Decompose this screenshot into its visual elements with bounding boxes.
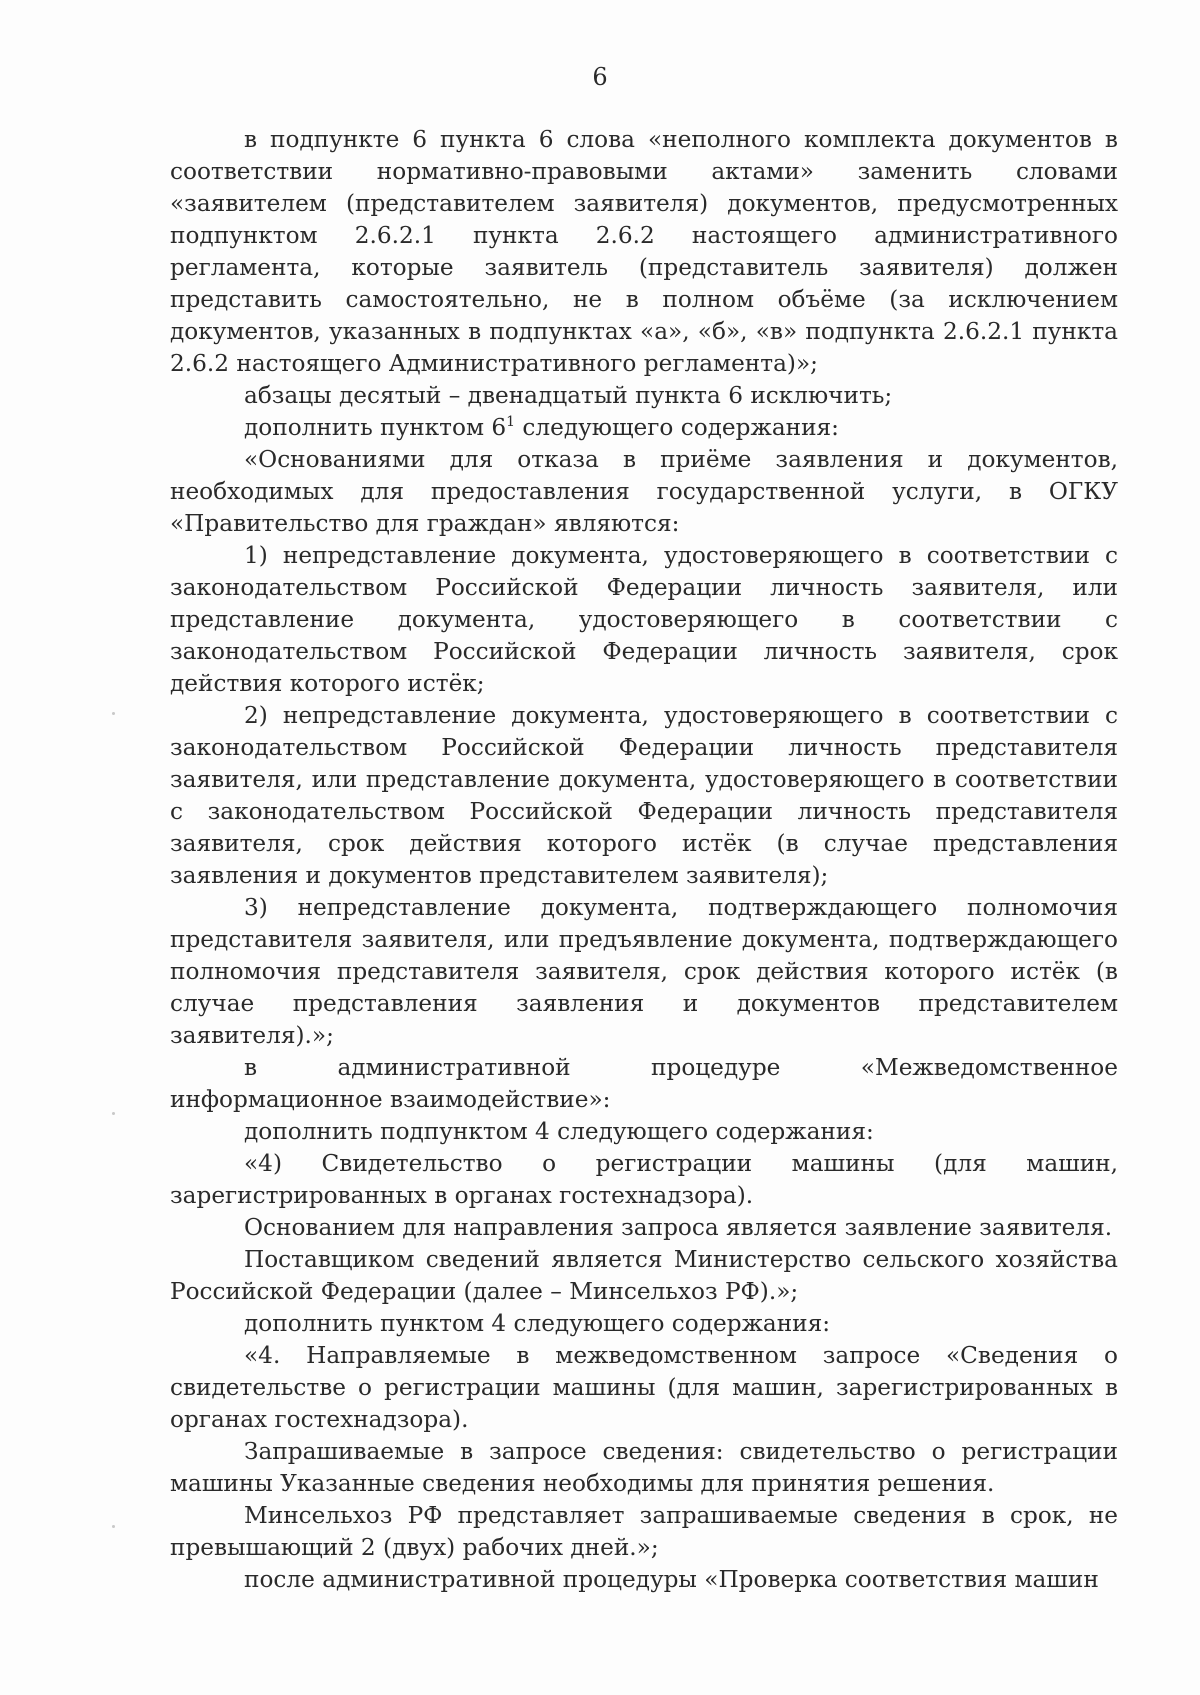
document-body	[170, 124, 1118, 1596]
paragraph-3-superscript: 1	[506, 414, 516, 430]
paragraph-3-text-end: следующего содержания:	[515, 414, 839, 441]
paragraph-11: Основанием для направления запроса является заявление заявителя.	[244, 1214, 1113, 1241]
paragraph-13: дополнить пунктом 4 следующего содержания:	[244, 1310, 831, 1337]
paragraph-14: «4. Направляемые в межведомственном запросе «Сведения о свидетельстве о регистрации машины (для машин, зарегистрированных в органах гостехнадзора).	[170, 1342, 1118, 1433]
paragraph-1: в подпункте 6 пункта 6 слова «неполного комплекта документов в соответствии нормативно-правовыми актами» заменить словами «заявителем (представителем заявителя) документов, предусмотренных подпунктом 2.6.2.1 пункта 2.6.2 настоящего административного регламента, которые заявитель (представитель заявителя) должен представить самостоятельно, не в полном объёме (за исключением документов, указанных в подпунктах «а», «б», «в» подпункта 2.6.2.1 пункта 2.6.2 настоящего Административного регламента)»;	[170, 126, 1118, 377]
paragraph-9: дополнить подпунктом 4 следующего содержания:	[244, 1118, 874, 1145]
paragraph-16: Минсельхоз РФ представляет запрашиваемые сведения в срок, не превышающий 2 (двух) рабочих дней.»;	[170, 1502, 1118, 1561]
scan-dot	[112, 712, 115, 715]
paragraph-6: 2) непредставление документа, удостоверяющего в соответствии с законодательством Российской Федерации личность представителя заявителя, или представление документа, удостоверяющего в соответствии с законодательством Российской Федерации личность представителя заявителя, срок действия которого истёк (в случае представления заявления и документов представителем заявителя);	[170, 702, 1118, 889]
paragraph-3	[170, 412, 1118, 444]
paragraph-10: «4) Свидетельство о регистрации машины (для машин, зарегистрированных в органах гостехнадзора).	[170, 1150, 1118, 1209]
paragraph-12: Поставщиком сведений является Министерство сельского хозяйства Российской Федерации (далее – Минсельхоз РФ).»;	[170, 1246, 1118, 1305]
paragraph-15: Запрашиваемые в запросе сведения: свидетельство о регистрации машины Указанные сведения необходимы для принятия решения.	[170, 1438, 1118, 1497]
scan-dot	[112, 1112, 115, 1115]
paragraph-3-text-start: дополнить пунктом 6	[244, 414, 507, 441]
paragraph-4: «Основаниями для отказа в приёме заявления и документов, необходимых для предоставления государственной услуги, в ОГКУ «Правительство для граждан» являются:	[170, 446, 1118, 537]
paragraph-5: 1) непредставление документа, удостоверяющего в соответствии с законодательством Российской Федерации личность заявителя, или представление документа, удостоверяющего в соответствии с законодательством Российской Федерации личность заявителя, срок действия которого истёк;	[170, 542, 1118, 697]
paragraph-17: после административной процедуры «Проверка соответствия машин	[244, 1566, 1099, 1593]
paragraph-8: в административной процедуре «Межведомственное информационное взаимодействие»:	[170, 1054, 1118, 1113]
scan-dot	[112, 1525, 115, 1528]
paragraph-7: 3) непредставление документа, подтверждающего полномочия представителя заявителя, или предъявление документа, подтверждающего полномочия представителя заявителя, срок действия которого истёк (в случае представления заявления и документов представителем заявителя).»;	[170, 894, 1118, 1049]
paragraph-2: абзацы десятый – двенадцатый пункта 6 исключить;	[244, 382, 893, 409]
page-number: 6	[592, 63, 608, 91]
